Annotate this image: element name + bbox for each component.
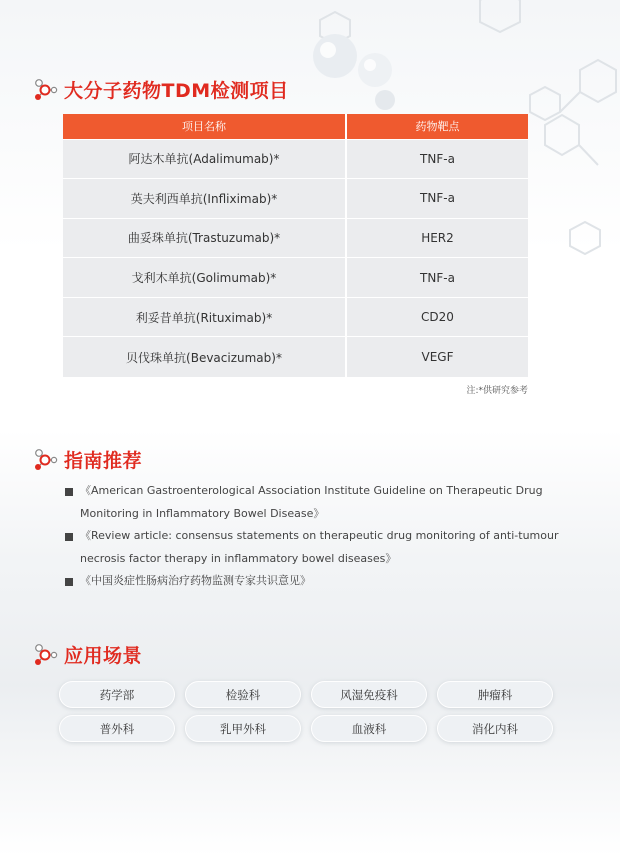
drug-name-cell: 戈利木单抗(Golimumab)* (63, 258, 346, 298)
applications-section-title (32, 641, 142, 668)
guideline-text: 《Review article: consensus statements on therapeutic drug monitoring of anti-tumour necrosis factor therapy in inflammatory bowel diseases》 (80, 529, 559, 565)
application-tags (59, 681, 531, 742)
guideline-list (65, 480, 565, 593)
drug-name-cell: 曲妥珠单抗(Trastuzumab)* (63, 218, 346, 258)
list-item (65, 570, 565, 593)
application-tag: 药学部 (59, 681, 175, 708)
application-tag: 乳甲外科 (185, 715, 301, 742)
drug-name-cell: 英夫利西单抗(Infliximab)* (63, 179, 346, 219)
guideline-text: 《American Gastroenterological Association Institute Guideline on Therapeutic Drug Monitoring in Inflammatory Bowel Disease》 (80, 484, 543, 520)
guideline-text: 《中国炎症性肠病治疗药物监测专家共识意见》 (80, 574, 311, 587)
molecule-icon (32, 642, 58, 668)
drug-name-cell: 贝伐珠单抗(Bevacizumab)* (63, 337, 346, 377)
drug-target-cell: HER2 (346, 218, 528, 258)
application-tag: 肿瘤科 (437, 681, 553, 708)
application-tag: 风湿免疫科 (311, 681, 427, 708)
square-bullet-icon (65, 488, 73, 496)
tdm-section-title (32, 76, 289, 103)
table-footnote: 注:*供研究参考 (466, 386, 528, 396)
application-tag: 检验科 (185, 681, 301, 708)
square-bullet-icon (65, 578, 73, 586)
guidelines-section-title (32, 446, 142, 473)
table-header-row (63, 114, 528, 139)
square-bullet-icon (65, 533, 73, 541)
list-item (65, 525, 565, 570)
guidelines-section-heading: 指南推荐 (64, 450, 143, 472)
list-item (65, 480, 565, 525)
header-project-name: 项目名称 (63, 114, 346, 139)
table-row (63, 337, 528, 377)
molecule-icon (32, 447, 58, 473)
drug-target-cell: VEGF (346, 337, 528, 377)
molecule-icon (32, 77, 58, 103)
application-tag: 消化内科 (437, 715, 553, 742)
drug-name-cell: 利妥昔单抗(Rituximab)* (63, 297, 346, 337)
table-row (63, 139, 528, 179)
applications-section-heading: 应用场景 (64, 645, 143, 667)
application-tag: 血液科 (311, 715, 427, 742)
table-row (63, 218, 528, 258)
tdm-table (63, 114, 528, 377)
table-row (63, 297, 528, 337)
table-row (63, 258, 528, 298)
table-row (63, 179, 528, 219)
drug-target-cell: TNF-a (346, 139, 528, 179)
drug-target-cell: TNF-a (346, 258, 528, 298)
drug-target-cell: TNF-a (346, 179, 528, 219)
tdm-section-heading: 大分子药物TDM检测项目 (64, 80, 289, 102)
drug-name-cell: 阿达木单抗(Adalimumab)* (63, 139, 346, 179)
drug-target-cell: CD20 (346, 297, 528, 337)
application-tag: 普外科 (59, 715, 175, 742)
header-drug-target: 药物靶点 (346, 114, 528, 139)
